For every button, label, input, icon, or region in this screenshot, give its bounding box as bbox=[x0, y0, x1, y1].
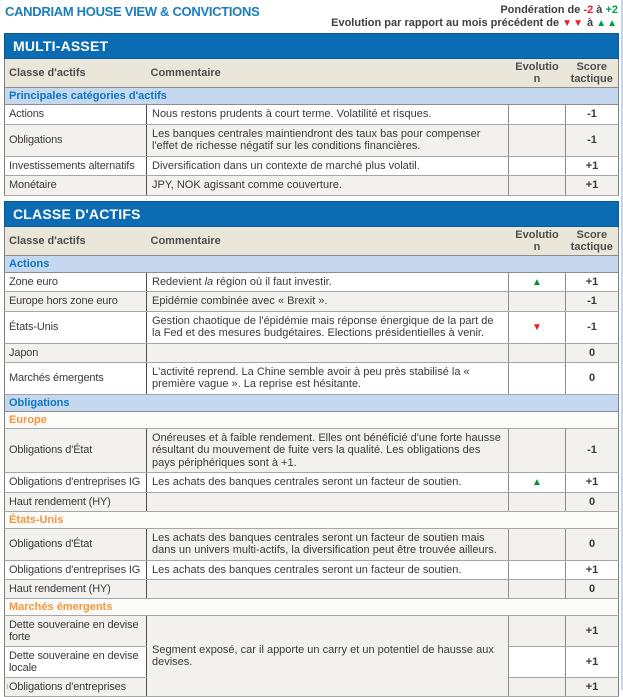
comment-cell: Gestion chaotique de l'épidémie mais réponse énergique de la part de la Fed et des mesures budgétaires. Elections présidentielles à venir. bbox=[147, 311, 509, 343]
asset-class-cell: Obligations d'État bbox=[5, 428, 147, 473]
column-header-score: Score tactique bbox=[566, 226, 619, 255]
score-cell: +1 bbox=[566, 560, 619, 580]
evolution-cell bbox=[509, 473, 566, 493]
asset-class-cell: Obligations d'entreprises IG bbox=[5, 560, 147, 580]
page-title: CANDRIAM HOUSE VIEW & CONVICTIONS bbox=[5, 4, 259, 19]
score-cell: -1 bbox=[566, 428, 619, 473]
asset-class-cell: Investissements alternatifs bbox=[5, 156, 147, 176]
table-row bbox=[5, 105, 619, 125]
region-header-label: États-Unis bbox=[5, 511, 619, 528]
up-triangle-icon: ▲ bbox=[532, 477, 542, 488]
double-down-triangle-icon: ▼▼ bbox=[562, 18, 584, 29]
evolution-cell bbox=[509, 647, 566, 678]
column-header-row bbox=[5, 59, 619, 88]
comment-cell bbox=[147, 580, 509, 599]
score-cell: 0 bbox=[566, 343, 619, 362]
score-cell: +1 bbox=[566, 678, 619, 697]
evolution-cell bbox=[509, 156, 566, 176]
evolution-cell bbox=[509, 492, 566, 511]
subsection-header-label: Principales catégories d'actifs bbox=[5, 88, 619, 105]
table-row bbox=[5, 616, 619, 647]
evolution-cell bbox=[509, 311, 566, 343]
section-banner-asset-class bbox=[5, 201, 619, 226]
asset-class-cell: Marchés émergents bbox=[5, 362, 147, 394]
score-cell: 0 bbox=[566, 580, 619, 599]
comment-cell: L'activité reprend. La Chine semble avoir à peu près stabilisé la « première vague ». La reprise est hésitante. bbox=[147, 362, 509, 394]
evolution-cell bbox=[509, 616, 566, 647]
evolution-cell bbox=[509, 272, 566, 292]
evolution-cell bbox=[509, 528, 566, 560]
asset-class-cell: Dette souveraine en devise forte bbox=[5, 616, 147, 647]
asset-class-cell: Haut rendement (HY) bbox=[5, 492, 147, 511]
score-cell: -1 bbox=[566, 124, 619, 156]
table-row bbox=[5, 560, 619, 580]
evolution-cell bbox=[509, 343, 566, 362]
column-header-evolution: Evolution bbox=[509, 59, 566, 88]
comment-cell: Nous restons prudents à court terme. Volatilité et risques. bbox=[147, 105, 509, 125]
comment-cell: Diversification dans un contexte de marché plus volatil. bbox=[147, 156, 509, 176]
asset-class-cell: Zone euro bbox=[5, 272, 147, 292]
comment-text-italic: la bbox=[205, 276, 214, 288]
down-triangle-icon: ▼ bbox=[532, 322, 542, 333]
comment-cell bbox=[147, 272, 509, 292]
legend-text: à bbox=[593, 4, 605, 16]
comment-text: région où il faut investir. bbox=[213, 276, 332, 288]
section-banner-title: CLASSE D'ACTIFS bbox=[5, 201, 619, 226]
asset-class-cell: Dette souveraine en devise locale bbox=[5, 647, 147, 678]
region-header-label: Marchés émergents bbox=[5, 599, 619, 616]
score-cell: +1 bbox=[566, 473, 619, 493]
asset-class-cell: Obligations bbox=[5, 124, 147, 156]
region-header-us bbox=[5, 511, 619, 528]
asset-class-cell: Japon bbox=[5, 343, 147, 362]
region-header-europe bbox=[5, 411, 619, 428]
comment-cell: Les banques centrales maintiendront des taux bas pour compenser l'effet de richesse négatif sur les conditions financières. bbox=[147, 124, 509, 156]
weighting-legend bbox=[331, 4, 618, 17]
column-header-comment: Commentaire bbox=[147, 226, 509, 255]
score-cell: +1 bbox=[566, 616, 619, 647]
asset-class-cell: Obligations d'entreprises IG bbox=[5, 473, 147, 493]
evolution-cell bbox=[509, 362, 566, 394]
evolution-cell bbox=[509, 678, 566, 697]
region-header-label: Europe bbox=[5, 411, 619, 428]
score-cell: +1 bbox=[566, 272, 619, 292]
section-banner-multi-asset bbox=[5, 34, 619, 59]
subsection-header-obligations bbox=[5, 394, 619, 411]
score-cell: -1 bbox=[566, 105, 619, 125]
table-row bbox=[5, 580, 619, 599]
score-cell: -1 bbox=[566, 311, 619, 343]
evolution-cell bbox=[509, 124, 566, 156]
table-row bbox=[5, 311, 619, 343]
evolution-cell bbox=[509, 176, 566, 196]
asset-class-table bbox=[4, 201, 619, 697]
legend-text: à bbox=[584, 17, 596, 29]
table-row bbox=[5, 176, 619, 196]
column-header-score: Score tactique bbox=[566, 59, 619, 88]
score-cell: +1 bbox=[566, 176, 619, 196]
comment-cell: Onéreuses et à faible rendement. Elles ont bénéficié d'une forte hausse résultant du mouvement de fuite vers la qualité. Les obligations des pays périphériques sont à +1. bbox=[147, 428, 509, 473]
table-row bbox=[5, 428, 619, 473]
table-row bbox=[5, 492, 619, 511]
subsection-header-label: Obligations bbox=[5, 394, 619, 411]
asset-class-cell: Obligations d'entreprises bbox=[5, 678, 147, 697]
column-header-row bbox=[5, 226, 619, 255]
comment-cell: Epidémie combinée avec « Brexit ». bbox=[147, 292, 509, 312]
subsection-header-label: Actions bbox=[5, 255, 619, 272]
evolution-cell bbox=[509, 580, 566, 599]
comment-cell: Les achats des banques centrales seront un facteur de soutien. bbox=[147, 473, 509, 493]
up-triangle-icon: ▲ bbox=[532, 277, 542, 288]
table-row bbox=[5, 528, 619, 560]
asset-class-cell: Haut rendement (HY) bbox=[5, 580, 147, 599]
table-row bbox=[5, 156, 619, 176]
table-row bbox=[5, 473, 619, 493]
comment-cell bbox=[147, 343, 509, 362]
table-row bbox=[5, 292, 619, 312]
top-header bbox=[0, 0, 623, 33]
comment-text: Redevient bbox=[152, 276, 205, 288]
evolution-legend bbox=[331, 17, 618, 30]
score-cell: 0 bbox=[566, 528, 619, 560]
comment-cell: Les achats des banques centrales seront un facteur de soutien. bbox=[147, 560, 509, 580]
legend-text: Evolution par rapport au mois précédent de bbox=[331, 17, 562, 29]
legend-min-score: -2 bbox=[583, 4, 593, 16]
table-row bbox=[5, 362, 619, 394]
score-cell: -1 bbox=[566, 292, 619, 312]
evolution-cell bbox=[509, 292, 566, 312]
column-header-evolution: Evolution bbox=[509, 226, 566, 255]
shared-comment-cell: Segment exposé, car il apporte un carry et un potentiel de hausse aux devises. bbox=[147, 616, 509, 697]
column-header-asset: Classe d'actifs bbox=[5, 59, 147, 88]
legend bbox=[331, 4, 618, 30]
table-row bbox=[5, 124, 619, 156]
multi-asset-table bbox=[4, 33, 619, 196]
asset-class-cell: Monétaire bbox=[5, 176, 147, 196]
section-banner-title: MULTI-ASSET bbox=[5, 34, 619, 59]
page-artifact bbox=[7, 684, 8, 689]
score-cell: 0 bbox=[566, 492, 619, 511]
comment-cell bbox=[147, 492, 509, 511]
table-row bbox=[5, 343, 619, 362]
score-cell: 0 bbox=[566, 362, 619, 394]
column-header-comment: Commentaire bbox=[147, 59, 509, 88]
asset-class-cell: Actions bbox=[5, 105, 147, 125]
comment-cell: Les achats des banques centrales seront un facteur de soutien mais dans un univers multi-actifs, la diversification peut être trouvée ailleurs. bbox=[147, 528, 509, 560]
double-up-triangle-icon: ▲▲ bbox=[596, 18, 618, 29]
asset-class-cell: États-Unis bbox=[5, 311, 147, 343]
evolution-cell bbox=[509, 428, 566, 473]
evolution-cell bbox=[509, 560, 566, 580]
score-cell: +1 bbox=[566, 156, 619, 176]
region-header-emerging bbox=[5, 599, 619, 616]
asset-class-cell: Europe hors zone euro bbox=[5, 292, 147, 312]
subsection-header-actions bbox=[5, 255, 619, 272]
comment-cell: JPY, NOK agissant comme couverture. bbox=[147, 176, 509, 196]
subsection-header bbox=[5, 88, 619, 105]
evolution-cell bbox=[509, 105, 566, 125]
column-header-asset: Classe d'actifs bbox=[5, 226, 147, 255]
asset-class-cell: Obligations d'État bbox=[5, 528, 147, 560]
table-row bbox=[5, 272, 619, 292]
legend-max-score: +2 bbox=[605, 4, 618, 16]
legend-text: Pondération de bbox=[500, 4, 583, 16]
score-cell: +1 bbox=[566, 647, 619, 678]
